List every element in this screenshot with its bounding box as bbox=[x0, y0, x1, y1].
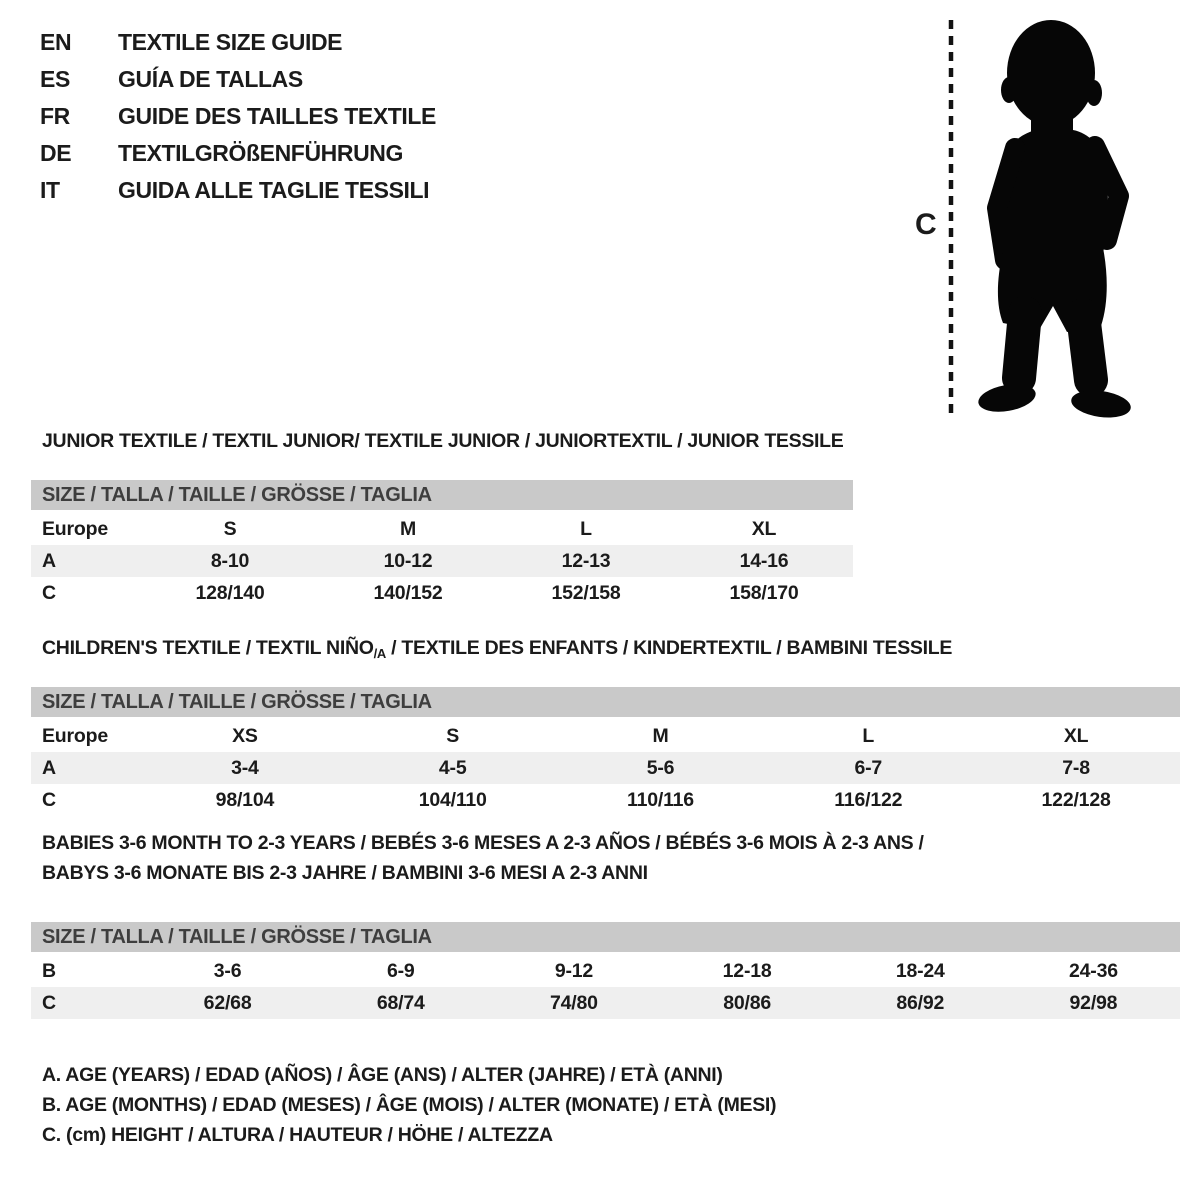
language-row bbox=[40, 135, 436, 172]
language-row bbox=[40, 24, 436, 61]
children-title-suffix: / TEXTILE DES ENFANTS / KINDERTEXTIL / BAMBINI TESSILE bbox=[386, 637, 953, 659]
children-title-subscript: /A bbox=[373, 646, 387, 661]
table-cell: 62/68 bbox=[203, 992, 252, 1014]
table-cell: 140/152 bbox=[373, 582, 443, 604]
junior-table-body bbox=[31, 513, 853, 609]
table-row bbox=[31, 513, 853, 545]
table-cell: 3-4 bbox=[231, 757, 259, 779]
table-row bbox=[31, 987, 1180, 1019]
toddler-silhouette-figure bbox=[905, 10, 1180, 424]
table-cell: M bbox=[652, 725, 669, 747]
table-cell: 18-24 bbox=[895, 960, 945, 982]
row-label: B bbox=[42, 960, 56, 982]
table-cell: 6-7 bbox=[854, 757, 883, 779]
row-label: C bbox=[42, 789, 56, 811]
language-code: EN bbox=[40, 29, 72, 55]
guide-title-en: TEXTILE SIZE GUIDE bbox=[118, 29, 343, 55]
legend-line-b: B. AGE (MONTHS) / EDAD (MESES) / ÂGE (MOIS) / ALTER (MONATE) / ETÀ (MESI) bbox=[42, 1094, 777, 1116]
legend-line-c: C. (cm) HEIGHT / ALTURA / HAUTEUR / HÖHE / ALTEZZA bbox=[42, 1124, 553, 1146]
table-cell: L bbox=[580, 518, 592, 540]
table-cell: L bbox=[862, 725, 875, 747]
table-cell: S bbox=[446, 725, 460, 747]
row-label: C bbox=[42, 992, 56, 1014]
babies-title-line2: BABYS 3-6 MONATE BIS 2-3 JAHRE / BAMBINI 3-6 MESI A 2-3 ANNI bbox=[42, 862, 648, 884]
table-cell: 9-12 bbox=[554, 960, 594, 982]
measure-legend bbox=[42, 1060, 776, 1150]
language-title-list bbox=[40, 24, 436, 209]
legend-line-a: A. AGE (YEARS) / EDAD (AÑOS) / ÂGE (ANS) / ALTER (JAHRE) / ETÀ (ANNI) bbox=[42, 1064, 723, 1086]
row-label: A bbox=[42, 550, 56, 572]
babies-section-title bbox=[42, 828, 924, 888]
table-row bbox=[31, 577, 853, 609]
table-cell: 158/170 bbox=[729, 582, 799, 604]
table-cell: 92/98 bbox=[1069, 992, 1118, 1014]
table-cell: S bbox=[223, 518, 237, 540]
table-cell: XS bbox=[232, 725, 258, 747]
language-code: FR bbox=[40, 103, 70, 129]
junior-size-table bbox=[31, 480, 853, 609]
children-size-table bbox=[31, 687, 1180, 816]
row-label: A bbox=[42, 757, 56, 779]
table-row bbox=[31, 752, 1180, 784]
table-row bbox=[31, 784, 1180, 816]
children-table-body bbox=[31, 720, 1180, 816]
toddler-silhouette-shape bbox=[976, 20, 1132, 421]
table-cell: 110/116 bbox=[627, 789, 694, 811]
table-cell: 12-18 bbox=[722, 960, 772, 982]
table-cell: 74/80 bbox=[550, 992, 598, 1014]
language-row bbox=[40, 61, 436, 98]
language-code: DE bbox=[40, 140, 72, 166]
table-cell: 10-12 bbox=[383, 550, 433, 572]
table-row bbox=[31, 720, 1180, 752]
table-cell: 4-5 bbox=[438, 757, 467, 779]
guide-title-fr: GUIDE DES TAILLES TEXTILE bbox=[118, 103, 436, 129]
junior-section-title: JUNIOR TEXTILE / TEXTIL JUNIOR/ TEXTILE JUNIOR / JUNIORTEXTIL / JUNIOR TESSILE bbox=[42, 430, 844, 452]
table-cell: 128/140 bbox=[195, 582, 265, 604]
table-cell: 5-6 bbox=[646, 757, 675, 779]
guide-title-it: GUIDA ALLE TAGLIE TESSILI bbox=[118, 177, 430, 203]
language-row bbox=[40, 172, 436, 209]
table-cell: 3-6 bbox=[213, 960, 242, 982]
children-title-prefix: CHILDREN'S TEXTILE / TEXTIL NIÑO bbox=[42, 637, 374, 659]
table-cell: 7-8 bbox=[1062, 757, 1090, 779]
table-cell: 24-36 bbox=[1069, 960, 1118, 982]
table-cell: 14-16 bbox=[739, 550, 789, 572]
table-cell: 86/92 bbox=[896, 992, 945, 1014]
table-row bbox=[31, 545, 853, 577]
row-label: C bbox=[42, 582, 56, 604]
table-cell: M bbox=[399, 518, 417, 540]
height-measure-label: C bbox=[915, 208, 937, 241]
language-row bbox=[40, 98, 436, 135]
size-header-band: SIZE / TALLA / TAILLE / GRÖSSE / TAGLIA bbox=[31, 922, 1180, 952]
table-cell: 8-10 bbox=[210, 550, 250, 572]
table-cell: XL bbox=[1063, 725, 1089, 747]
size-header-band: SIZE / TALLA / TAILLE / GRÖSSE / TAGLIA bbox=[31, 480, 853, 510]
table-cell: 116/122 bbox=[834, 789, 903, 811]
guide-title-es: GUÍA DE TALLAS bbox=[118, 66, 303, 92]
table-cell: 80/86 bbox=[723, 992, 771, 1014]
table-cell: 152/158 bbox=[551, 582, 621, 604]
table-cell: 6-9 bbox=[386, 960, 415, 982]
language-code: ES bbox=[40, 66, 70, 92]
table-cell: 104/110 bbox=[418, 789, 487, 811]
table-cell: XL bbox=[751, 518, 777, 540]
babies-size-table bbox=[31, 922, 1180, 1019]
size-header-band: SIZE / TALLA / TAILLE / GRÖSSE / TAGLIA bbox=[31, 687, 1180, 717]
table-row bbox=[31, 955, 1180, 987]
table-cell: 98/104 bbox=[215, 789, 275, 811]
language-code: IT bbox=[40, 177, 60, 203]
children-section-title bbox=[42, 637, 952, 661]
table-cell: 122/128 bbox=[1041, 789, 1111, 811]
row-label: Europe bbox=[42, 518, 108, 540]
babies-title-line1: BABIES 3-6 MONTH TO 2-3 YEARS / BEBÉS 3-6 MESES A 2-3 AÑOS / BÉBÉS 3-6 MOIS À 2-3 ANS / bbox=[42, 832, 924, 854]
table-cell: 12-13 bbox=[561, 550, 611, 572]
toddler-silhouette-icon bbox=[905, 10, 1180, 424]
table-cell: 68/74 bbox=[376, 992, 425, 1014]
guide-title-de: TEXTILGRÖßENFÜHRUNG bbox=[118, 140, 403, 166]
row-label: Europe bbox=[42, 725, 108, 747]
babies-table-body bbox=[31, 955, 1180, 1019]
